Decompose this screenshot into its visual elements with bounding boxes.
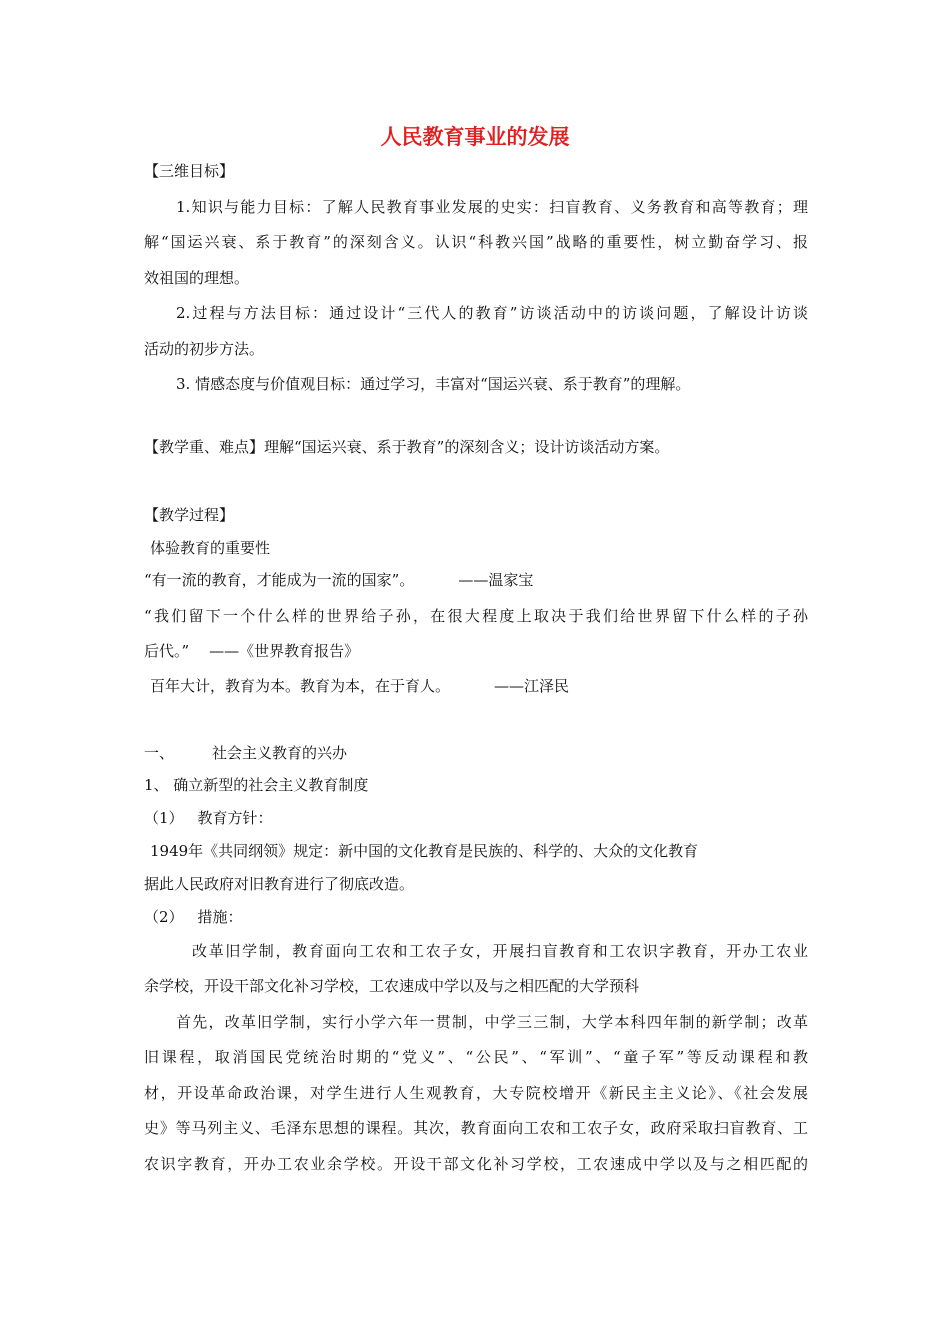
point-2-number: （2） bbox=[144, 908, 184, 926]
quote-1-source: ——温家宝 bbox=[458, 571, 534, 589]
measures-para-2-line-1: 首先，改革旧学制，实行小学六年一贯制，中学三三制，大学本科四年制的新学制；改革 bbox=[176, 1013, 808, 1031]
measures-para-1-line-2: 余学校，开设干部文化补习学校，工农速成中学以及与之相匹配的大学预科 bbox=[144, 977, 640, 995]
measures-para-2-line-2: 旧课程，取消国民党统治时期的“党义”、“公民”、“军训”、“童子军”等反动课程和教 bbox=[144, 1048, 808, 1066]
quote-3-source: ——江泽民 bbox=[494, 677, 570, 695]
goal-2-line-2: 活动的初步方法。 bbox=[144, 340, 265, 358]
quote-1-text: “有一流的教育，才能成为一流的国家”。 bbox=[144, 571, 415, 589]
point-1-label: 教育方针： bbox=[197, 809, 273, 827]
process-heading: 【教学过程】 bbox=[144, 506, 235, 524]
key-points-label: 【教学重、难点】 bbox=[144, 438, 265, 456]
measures-para-2-line-4: 史》等马列主义、毛泽东思想的课程。其次，教育面向工农和工农子女，政府采取扫盲教育、工 bbox=[144, 1119, 808, 1137]
goal-1-line-2: 解“国运兴衰、系于教育”的深刻含义。认识“科教兴国”战略的重要性，树立勤奋学习、报 bbox=[144, 233, 808, 251]
quote-2-line-1: “我们留下一个什么样的世界给子孙，在很大程度上取决于我们给世界留下什么样的子孙 bbox=[144, 607, 808, 625]
key-points bbox=[144, 436, 808, 458]
section-1-title: 社会主义教育的兴办 bbox=[212, 744, 348, 762]
subsection-1-heading: 1、 确立新型的社会主义教育制度 bbox=[144, 776, 369, 794]
quote-2-source: ——《世界教育报告》 bbox=[209, 642, 360, 660]
document-title: 人民教育事业的发展 bbox=[380, 125, 570, 149]
key-points-text: 理解“国运兴衰、系于教育”的深刻含义；设计访谈活动方案。 bbox=[264, 438, 670, 456]
quote-2-text: 后代。” bbox=[144, 642, 190, 660]
measures-para-1-line-1: 改革旧学制，教育面向工农和工农子女，开展扫盲教育和工农识字教育，开办工农业 bbox=[192, 942, 808, 960]
measures-para-2-line-3: 材，开设革命政治课，对学生进行人生观教育，大专院校增开《新民主主义论》、《社会发展 bbox=[144, 1084, 808, 1102]
point-2-heading bbox=[144, 906, 808, 928]
process-intro: 体验教育的重要性 bbox=[150, 539, 271, 557]
measures-para-2-line-5: 农识字教育，开办工农业余学校。开设干部文化补习学校，工农速成中学以及与之相匹配的 bbox=[144, 1155, 808, 1173]
point-2-label: 措施： bbox=[197, 908, 243, 926]
section-1-heading bbox=[144, 742, 808, 764]
goal-2-line-1: 2.过程与方法目标：通过设计“三代人的教育”访谈活动中的访谈问题，了解设计访谈 bbox=[176, 304, 808, 322]
goal-1-line-3: 效祖国的理想。 bbox=[144, 269, 250, 287]
section-1-number: 一、 bbox=[144, 744, 175, 762]
quote-3 bbox=[150, 675, 814, 697]
point-1-line-1: 1949年《共同纲领》规定：新中国的文化教育是民族的、科学的、大众的文化教育 bbox=[150, 842, 699, 860]
goals-heading: 【三维目标】 bbox=[144, 162, 235, 180]
quote-2-line-2 bbox=[144, 640, 808, 662]
point-1-number: （1） bbox=[144, 809, 184, 827]
goal-3: 3. 情感态度与价值观目标：通过学习，丰富对“国运兴衰、系于教育”的理解。 bbox=[176, 375, 691, 393]
point-1-line-2: 据此人民政府对旧教育进行了彻底改造。 bbox=[144, 875, 415, 893]
quote-1 bbox=[144, 569, 808, 591]
goal-1-line-1: 1.知识与能力目标：了解人民教育事业发展的史实：扫盲教育、义务教育和高等教育；理 bbox=[176, 198, 808, 216]
point-1-heading bbox=[144, 807, 808, 829]
quote-3-text: 百年大计，教育为本。教育为本，在于育人。 bbox=[150, 677, 451, 695]
